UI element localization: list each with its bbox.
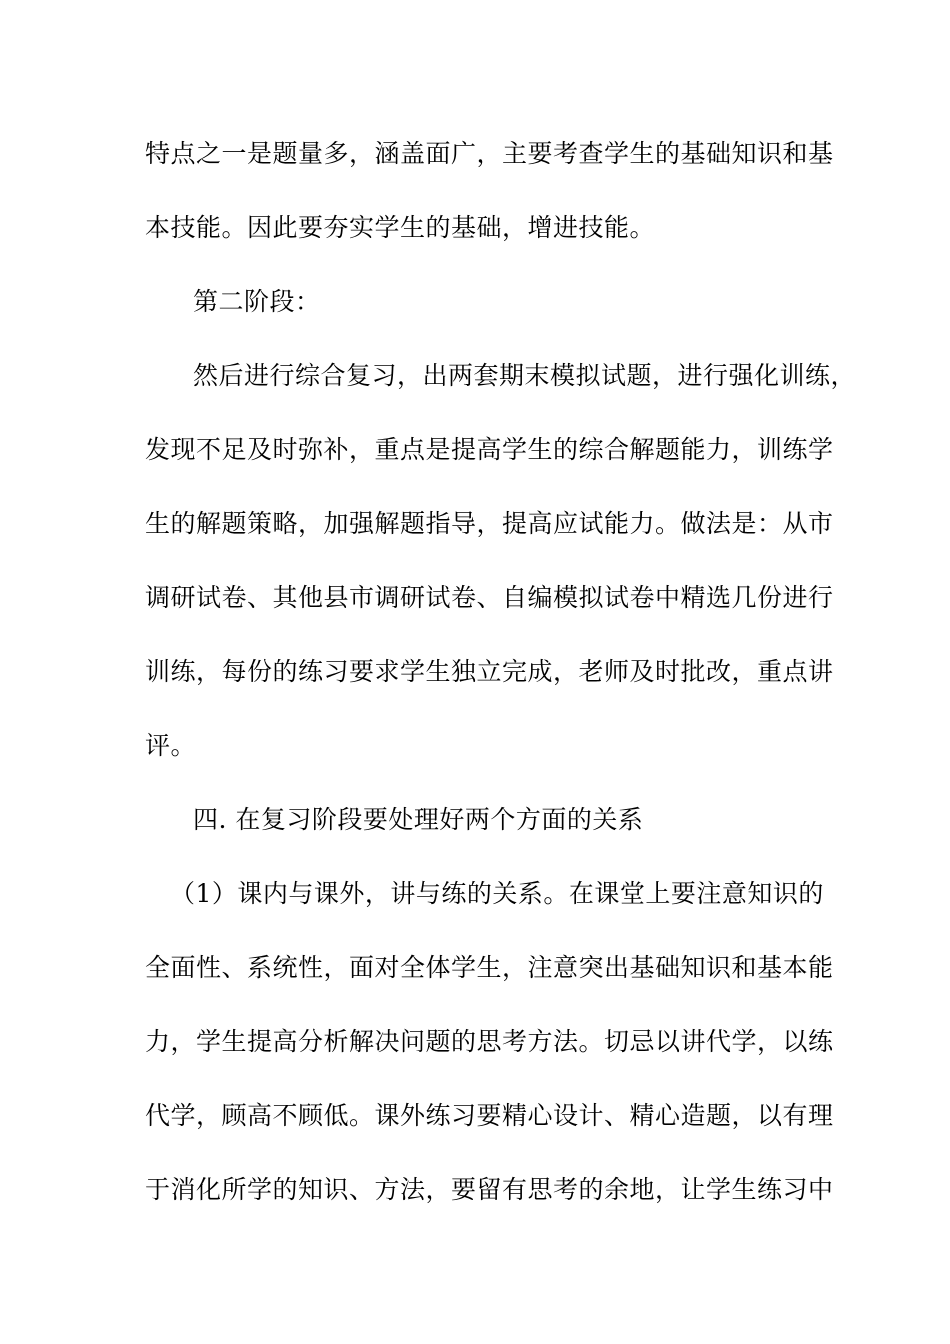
section-heading-four: 四. 在复习阶段要处理好两个方面的关系 [193,805,644,834]
paragraph-line: 于消化所学的知识、方法，要留有思考的余地，让学生练习中 [145,1175,834,1204]
paragraph-line: 力，学生提高分析解决问题的思考方法。切忌以讲代学，以练 [145,1027,834,1056]
paragraph-line: 调研试卷、其他县市调研试卷、自编模拟试卷中精选几份进行 [145,583,834,612]
paragraph-line: 发现不足及时弥补，重点是提高学生的综合解题能力，训练学 [145,435,834,464]
paragraph-line: 全面性、系统性，面对全体学生，注意突出基础知识和基本能 [145,953,834,982]
paragraph-line: 评。 [145,731,197,760]
paragraph-line: 特点之一是题量多，涵盖面广，主要考查学生的基础知识和基 [145,139,834,168]
paragraph-line: 然后进行综合复习，出两套期末模拟试题，进行强化训练， [193,361,857,390]
paragraph-line: 生的解题策略，加强解题指导，提高应试能力。做法是：从市 [145,509,834,538]
paragraph-line: 训练，每份的练习要求学生独立完成，老师及时批改，重点讲 [145,657,834,686]
paragraph-line: （1）课内与课外，讲与练的关系。在课堂上要注意知识的 [170,879,824,908]
section-heading-stage-two: 第二阶段： [193,287,321,316]
paragraph-line: 本技能。因此要夯实学生的基础，增进技能。 [145,213,656,242]
paragraph-line: 代学，顾高不顾低。课外练习要精心设计、精心造题，以有理 [145,1101,834,1130]
